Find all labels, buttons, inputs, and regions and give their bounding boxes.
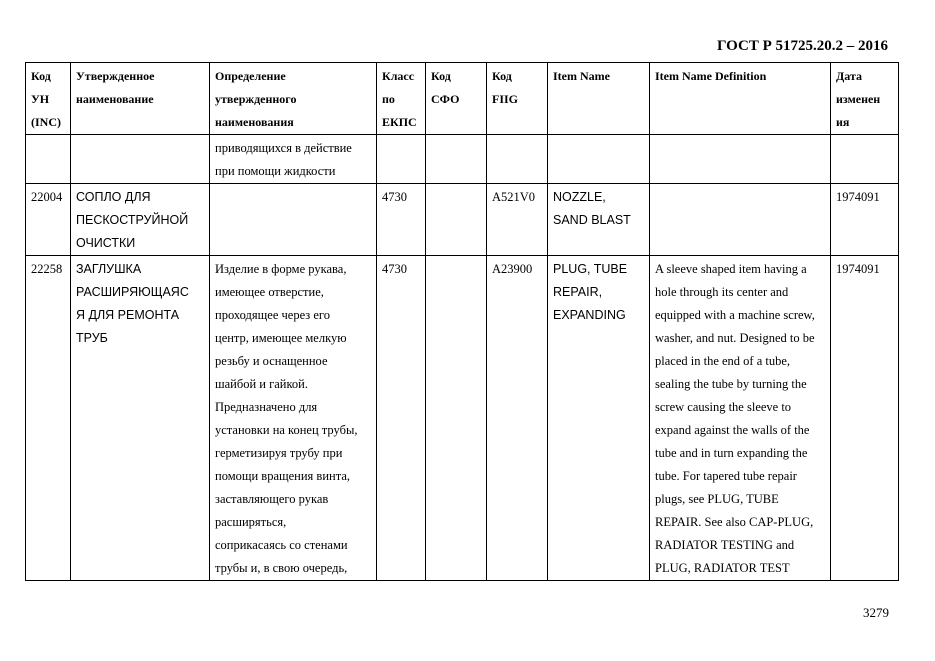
classification-table xyxy=(25,62,899,581)
cell-line: EXPANDING xyxy=(553,308,626,322)
cell-item-definition xyxy=(650,184,831,256)
header-item-name xyxy=(548,63,650,135)
cell-line: ПЕСКОСТРУЙНОЙ xyxy=(76,213,189,227)
cell-sfo xyxy=(426,135,487,184)
cell-fiig: A23900 xyxy=(487,256,548,581)
cell-line: equipped with a machine screw, xyxy=(655,308,815,322)
cell-name xyxy=(71,256,210,581)
header-sfo xyxy=(426,63,487,135)
cell-line: утвержденного xyxy=(215,92,297,106)
cell-line: заставляющего рукав xyxy=(215,492,329,506)
cell-line: соприкасаясь со стенами xyxy=(215,538,348,552)
cell-line: изменен xyxy=(836,92,881,106)
cell-line: RADIATOR TESTING and xyxy=(655,538,795,552)
cell-line: SAND BLAST xyxy=(553,213,631,227)
cell-line: NOZZLE, xyxy=(553,190,606,204)
cell-item-definition xyxy=(650,256,831,581)
cell-line: PLUG, RADIATOR TEST xyxy=(655,561,790,575)
cell-line: placed in the end of a tube, xyxy=(655,354,791,368)
cell-line: Код xyxy=(431,69,451,83)
cell-line: ОЧИСТКИ xyxy=(76,236,136,250)
cell-line: Определение xyxy=(215,69,286,83)
cell-line: помощи вращения винта, xyxy=(215,469,350,483)
cell-line: наименование xyxy=(76,92,154,106)
cell-line: трубы и, в свою очередь, xyxy=(215,561,348,575)
cell-date xyxy=(831,135,899,184)
cell-inc xyxy=(26,135,71,184)
header-date xyxy=(831,63,899,135)
cell-date: 1974091 xyxy=(831,256,899,581)
cell-line: резьбу и оснащенное xyxy=(215,354,328,368)
cell-line: plugs, see PLUG, TUBE xyxy=(655,492,779,506)
cell-inc: 22004 xyxy=(26,184,71,256)
cell-line: СФО xyxy=(431,92,460,106)
table-row-continuation xyxy=(26,135,899,184)
cell-line: hole through its center and xyxy=(655,285,789,299)
cell-line: Item Name xyxy=(553,69,610,83)
cell-line: Класс xyxy=(382,69,415,83)
table-header-row xyxy=(26,63,899,135)
cell-definition xyxy=(210,135,377,184)
cell-item-name xyxy=(548,135,650,184)
cell-inc: 22258 xyxy=(26,256,71,581)
cell-line: герметизируя трубу при xyxy=(215,446,343,460)
header-definition xyxy=(210,63,377,135)
cell-line: Изделие в форме рукава, xyxy=(215,262,347,276)
cell-line: REPAIR. See also CAP-PLUG, xyxy=(655,515,814,529)
table-row xyxy=(26,184,899,256)
cell-item-name xyxy=(548,256,650,581)
cell-definition xyxy=(210,256,377,581)
cell-line: FIIG xyxy=(492,92,519,106)
cell-line: Код xyxy=(492,69,512,83)
cell-line: приводящихся в действие xyxy=(215,141,352,155)
cell-line: screw causing the sleeve to xyxy=(655,400,792,414)
cell-name xyxy=(71,135,210,184)
header-approved-name xyxy=(71,63,210,135)
cell-line: установки на конец трубы, xyxy=(215,423,358,437)
cell-line: PLUG, TUBE xyxy=(553,262,628,276)
cell-line: ТРУБ xyxy=(76,331,108,345)
cell-item-name xyxy=(548,184,650,256)
header-class xyxy=(377,63,426,135)
cell-line: по xyxy=(382,92,395,106)
cell-line: ЗАГЛУШКА xyxy=(76,262,142,276)
header-fiig xyxy=(487,63,548,135)
cell-name xyxy=(71,184,210,256)
cell-line: центр, имеющее мелкую xyxy=(215,331,347,345)
cell-line: A sleeve shaped item having a xyxy=(655,262,807,276)
cell-line: ия xyxy=(836,115,850,129)
table-row xyxy=(26,256,899,581)
page-number: 3279 xyxy=(863,605,889,620)
cell-line: УН xyxy=(31,92,50,106)
header-inc xyxy=(26,63,71,135)
cell-class: 4730 xyxy=(377,184,426,256)
cell-line: (INC) xyxy=(31,115,61,129)
cell-line: washer, and nut. Designed to be xyxy=(655,331,815,345)
cell-line: шайбой и гайкой. xyxy=(215,377,308,391)
cell-class: 4730 xyxy=(377,256,426,581)
cell-line: Утвержденное xyxy=(76,69,155,83)
cell-line: tube. For tapered tube repair xyxy=(655,469,797,483)
cell-sfo xyxy=(426,184,487,256)
cell-line: tube and in turn expanding the xyxy=(655,446,808,460)
header-item-definition xyxy=(650,63,831,135)
cell-sfo xyxy=(426,256,487,581)
cell-line: РАСШИРЯЮЩАЯС xyxy=(76,285,189,299)
cell-definition xyxy=(210,184,377,256)
cell-class xyxy=(377,135,426,184)
document-header: ГОСТ Р 51725.20.2 – 2016 xyxy=(716,38,888,54)
cell-fiig: A521V0 xyxy=(487,184,548,256)
cell-line: ЕКПС xyxy=(382,115,417,129)
cell-line: расширяться, xyxy=(215,515,287,529)
cell-item-definition xyxy=(650,135,831,184)
cell-line: REPAIR, xyxy=(553,285,603,299)
cell-line: Дата xyxy=(836,69,862,83)
cell-line: наименования xyxy=(215,115,294,129)
cell-line: Я ДЛЯ РЕМОНТА xyxy=(76,308,180,322)
cell-fiig xyxy=(487,135,548,184)
cell-line: Item Name Definition xyxy=(655,69,767,83)
cell-line: СОПЛО ДЛЯ xyxy=(76,190,151,204)
cell-date: 1974091 xyxy=(831,184,899,256)
cell-line: проходящее через его xyxy=(215,308,330,322)
cell-line: sealing the tube by turning the xyxy=(655,377,807,391)
cell-line: имеющее отверстие, xyxy=(215,285,324,299)
cell-line: Предназначено для xyxy=(215,400,318,414)
cell-line: expand against the walls of the xyxy=(655,423,810,437)
cell-line: Код xyxy=(31,69,51,83)
cell-line: при помощи жидкости xyxy=(215,164,336,178)
